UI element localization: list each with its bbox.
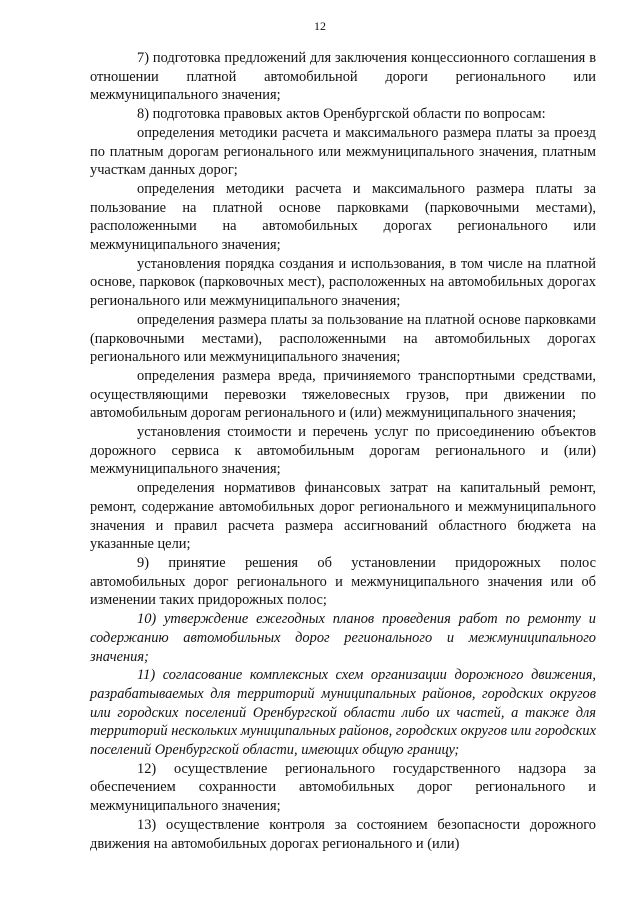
paragraph: 8) подготовка правовых актов Оренбургской области по вопросам:	[137, 106, 546, 123]
paragraph: установления порядка создания и использования, в том числе на платной основе, парковок (парковочных мест), расположенных на автомобильных дорогах регионального или межмуниципального значения;	[90, 255, 596, 310]
paragraph: 12) осуществление регионального государственного надзора за обеспечением сохранности автомобильных дорог регионального и межмуниципального значения;	[90, 760, 596, 815]
paragraph: 11) согласование комплексных схем организации дорожного движения, разрабатываемых для территорий муниципальных районов, городских округов или городских поселений Оренбургской области либо их частей, а также для территорий нескольких муниципальных районов, городских округов или городских поселений Оренбургской области, имеющих общую границу;	[90, 667, 596, 759]
page-number: 12	[314, 19, 326, 33]
paragraph: 7) подготовка предложений для заключения концессионного соглашения в отношении платной автомобильной дороги регионального или межмуниципального значения;	[90, 50, 596, 104]
document-body	[90, 49, 596, 853]
paragraph: 10) утверждение ежегодных планов проведения работ по ремонту и содержанию автомобильных дорог регионального и межмуниципального значения;	[90, 611, 596, 665]
paragraph: установления стоимости и перечень услуг по присоединению объектов дорожного сервиса к автомобильным дорогам регионального и (или) межмуниципального значения;	[90, 424, 596, 478]
paragraph: определения размера платы за пользование на платной основе парковками (парковочными местами), расположенными на автомобильных дорогах регионального или межмуниципального значения;	[90, 311, 596, 366]
paragraph: определения методики расчета и максимального размера платы за проезд по платным дорогам регионального или межмуниципального значения, платным участкам данных дорог;	[90, 124, 596, 179]
paragraph: определения размера вреда, причиняемого транспортными средствами, осуществляющими перевозки тяжеловесных грузов, при движении по автомобильным дорогам регионального и (или) межмуниципального значения;	[90, 367, 596, 422]
paragraph: определения нормативов финансовых затрат на капитальный ремонт, ремонт, содержание автомобильных дорог регионального и межмуниципального значения и правил расчета размера ассигнований областного бюджета на указанные цели;	[90, 480, 596, 553]
paragraph: 9) принятие решения об установлении придорожных полос автомобильных дорог регионального и межмуниципального значения или об изменении таких придорожных полос;	[90, 554, 596, 609]
paragraph: определения методики расчета и максимального размера платы за пользование на платной основе парковками (парковочными местами), расположенными на автомобильных дорогах регионального или межмуниципального значения;	[90, 180, 596, 254]
paragraph: 13) осуществление контроля за состоянием безопасности дорожного движения на автомобильных дорогах регионального и (или)	[90, 816, 596, 852]
